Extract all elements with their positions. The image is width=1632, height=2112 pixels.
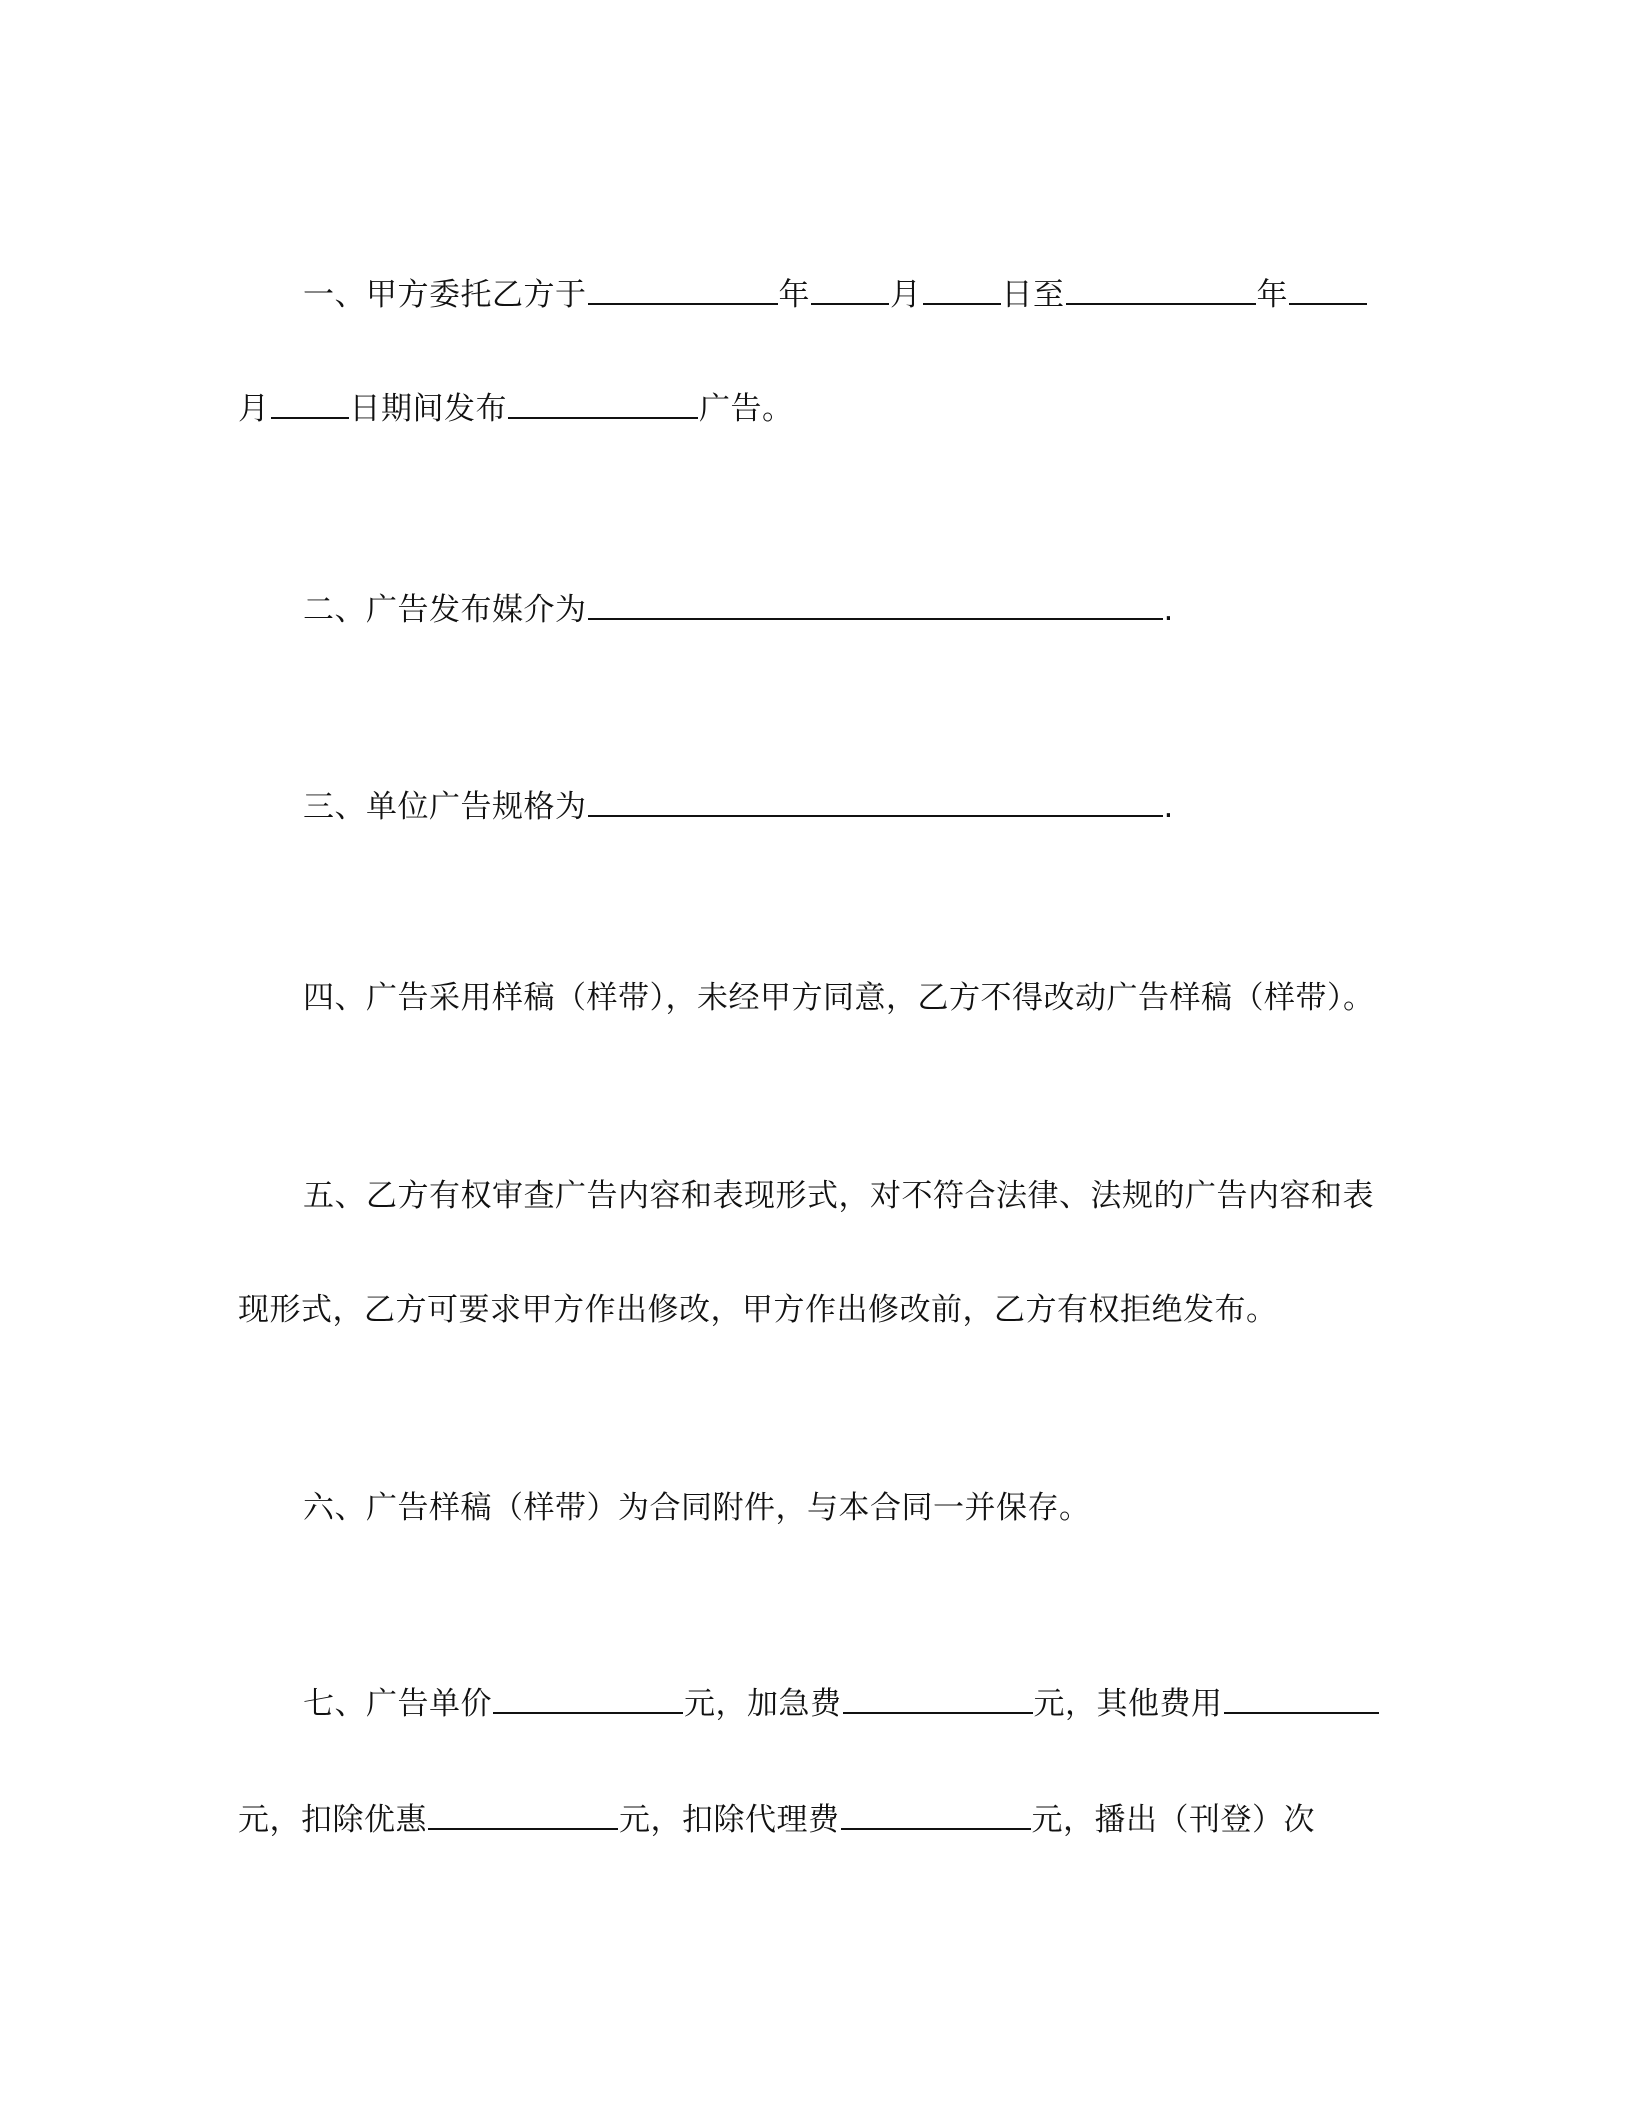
end-day-blank (271, 391, 349, 419)
spec-blank (588, 789, 1163, 817)
clause-3-end: . (1163, 789, 1174, 825)
rush-fee-blank (843, 1686, 1033, 1714)
clause-7-line-1 (303, 1684, 1380, 1724)
clause-1-text-b: 年 (778, 277, 810, 313)
clause-7-text-d: 元，扣除优惠 (238, 1802, 427, 1838)
clause-3-text: 三、单位广告规格为 (303, 789, 587, 825)
clause-6-text: 六、广告样稿（样带）为合同附件，与本合同一并保存。 (303, 1490, 1091, 1526)
clause-1-text-d: 日至 (1001, 277, 1065, 313)
clause-4 (303, 978, 1375, 1018)
clause-1-text-e: 年 (1256, 277, 1288, 313)
clause-7-text-c: 元，其他费用 (1033, 1686, 1223, 1722)
clause-5-text-b: 现形式，乙方可要求甲方作出修改，甲方作出修改前，乙方有权拒绝发布。 (238, 1292, 1278, 1328)
clause-4-text: 四、广告采用样稿（样带），未经甲方同意，乙方不得改动广告样稿（样带）。 (303, 980, 1375, 1016)
clause-2 (303, 590, 1174, 630)
clause-5-line-2 (238, 1290, 1278, 1330)
ad-name-blank (508, 391, 698, 419)
discount-blank (428, 1802, 618, 1830)
agency-fee-blank (841, 1802, 1031, 1830)
unit-price-blank (493, 1686, 683, 1714)
clause-1-line-2 (238, 389, 794, 429)
clause-5-text-a: 五、乙方有权审查广告内容和表现形式，对不符合法律、法规的广告内容和表 (303, 1178, 1374, 1214)
clause-2-end: . (1163, 592, 1174, 628)
clause-1-text-a: 一、甲方委托乙方于 (303, 277, 587, 313)
clause-3 (303, 787, 1174, 827)
clause-1-line-1 (303, 275, 1368, 315)
media-blank (588, 592, 1163, 620)
clause-7-text-a: 七、广告单价 (303, 1686, 492, 1722)
end-month-blank (1289, 277, 1367, 305)
end-year-blank (1066, 277, 1256, 305)
start-month-blank (811, 277, 889, 305)
clause-7-line-2 (238, 1800, 1315, 1840)
clause-1-text-h: 广告。 (699, 391, 794, 427)
start-day-blank (923, 277, 1001, 305)
clause-5-line-1 (303, 1176, 1374, 1216)
clause-1-text-c: 月 (890, 277, 922, 313)
clause-6 (303, 1488, 1091, 1528)
start-year-blank (588, 277, 778, 305)
clause-7-text-b: 元，加急费 (684, 1686, 842, 1722)
clause-2-text: 二、广告发布媒介为 (303, 592, 587, 628)
clause-7-text-e: 元，扣除代理费 (619, 1802, 840, 1838)
clause-1-text-f: 月 (238, 391, 270, 427)
clause-7-text-f: 元，播出（刊登）次 (1031, 1802, 1315, 1838)
clause-1-text-g: 日期间发布 (349, 391, 507, 427)
other-fee-blank (1224, 1686, 1379, 1714)
